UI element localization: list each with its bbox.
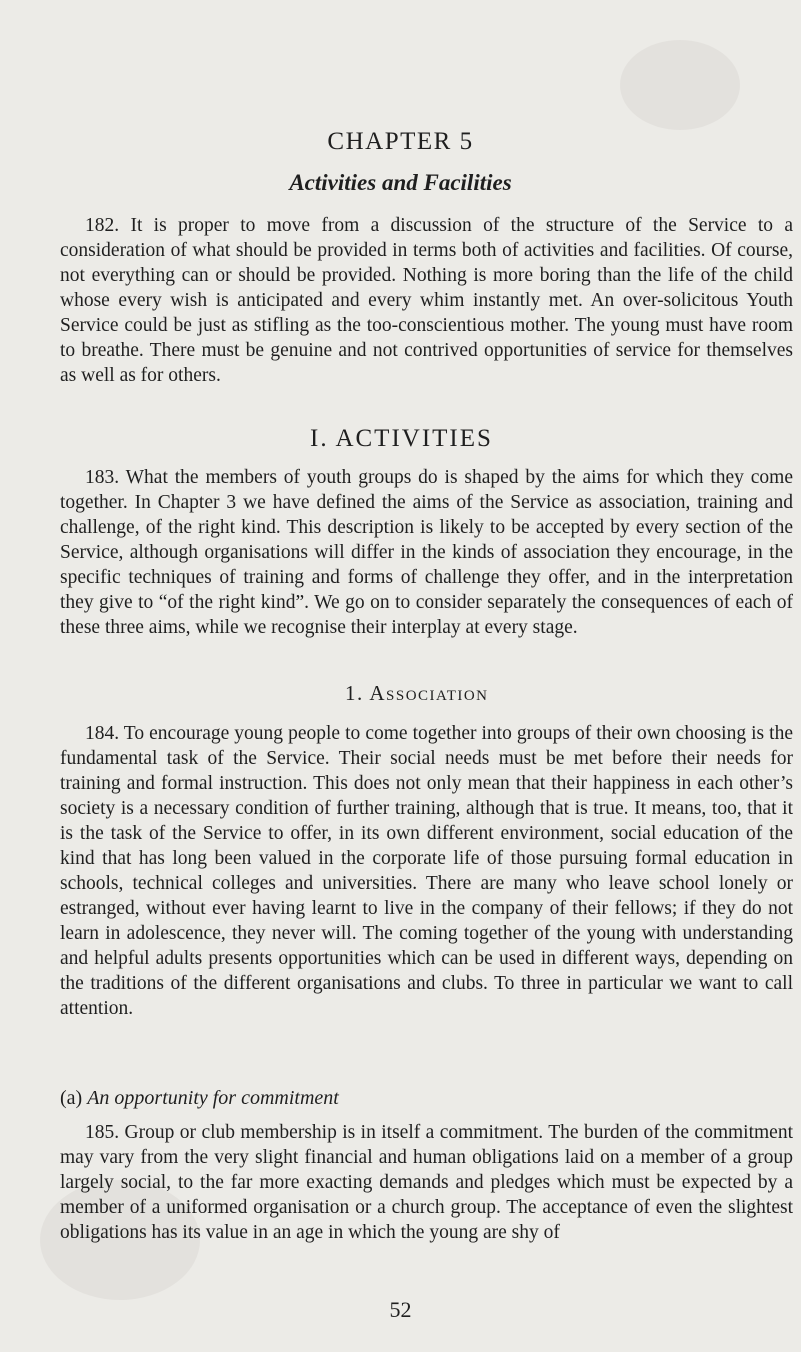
paper-stain	[620, 40, 740, 130]
paragraph-182: 182. It is proper to move from a discussion of the structure of the Service to a consideration of what should be provided in terms both of activities and facilities. Of course, not everything can or should be provided. Nothing is more boring than the life of the child whose every wish is anticipated and every whim instantly met. An over-solicitous Youth Service could be just as stifling as the too-conscientious mother. The young must have room to breathe. There must be genuine and not contrived opportunities of service for themselves as well as for others.	[60, 215, 793, 386]
subsection-heading-association: 1. Association	[345, 681, 489, 705]
chapter-heading: CHAPTER 5	[327, 128, 474, 155]
paragraph-183: 183. What the members of youth groups do is shaped by the aims for which they come together. In Chapter 3 we have defined the aims of the Service as association, training and challenge, of the right kind. This description is likely to be accepted by every section of the Service, although organisations will differ in the kinds of association they encourage, in the specific techniques of training and forms of challenge they offer, and in the interpretation they give to “of the right kind”. We go on to consider separately the consequences of each of these three aims, while we recognise their interplay at every stage.	[60, 467, 793, 638]
section-heading-activities: I. ACTIVITIES	[310, 425, 493, 452]
paragraph-185: 185. Group or club membership is in itself a commitment. The burden of the commitment may vary from the very slight financial and human obligations laid on a member of a group largely social, to the far more exacting demands and pledges which must be expected by a member of a uniformed organisation or a church group. The acceptance of even the slightest obligations has its value in an age in which the young are shy of	[60, 1122, 793, 1243]
subsection-label: (a)	[60, 1087, 83, 1109]
subsection-heading-commitment	[60, 1087, 339, 1110]
subsection-title: An opportunity for commitment	[87, 1087, 339, 1109]
chapter-subtitle: Activities and Facilities	[289, 170, 512, 195]
page-number: 52	[389, 1297, 412, 1322]
paragraph-184: 184. To encourage young people to come together into groups of their own choosing is the fundamental task of the Service. Their social needs must be met before their needs for training and formal instruction. This does not only mean that their happiness in each other’s society is a necessary condition of further training, although that is true. It means, too, that it is the task of the Service to offer, in its own different environment, social education of the kind that has long been valued in the corporate life of those pursuing formal education in schools, technical colleges and universities. There are many who leave school lonely or estranged, without ever having learnt to live in the company of their fellows; if they do not learn in adolescence, they never will. The coming together of the young with understanding and helpful adults presents opportunities which can be used in different ways, depending on the traditions of the different organisations and clubs. To three in particular we want to call attention.	[60, 723, 793, 1019]
